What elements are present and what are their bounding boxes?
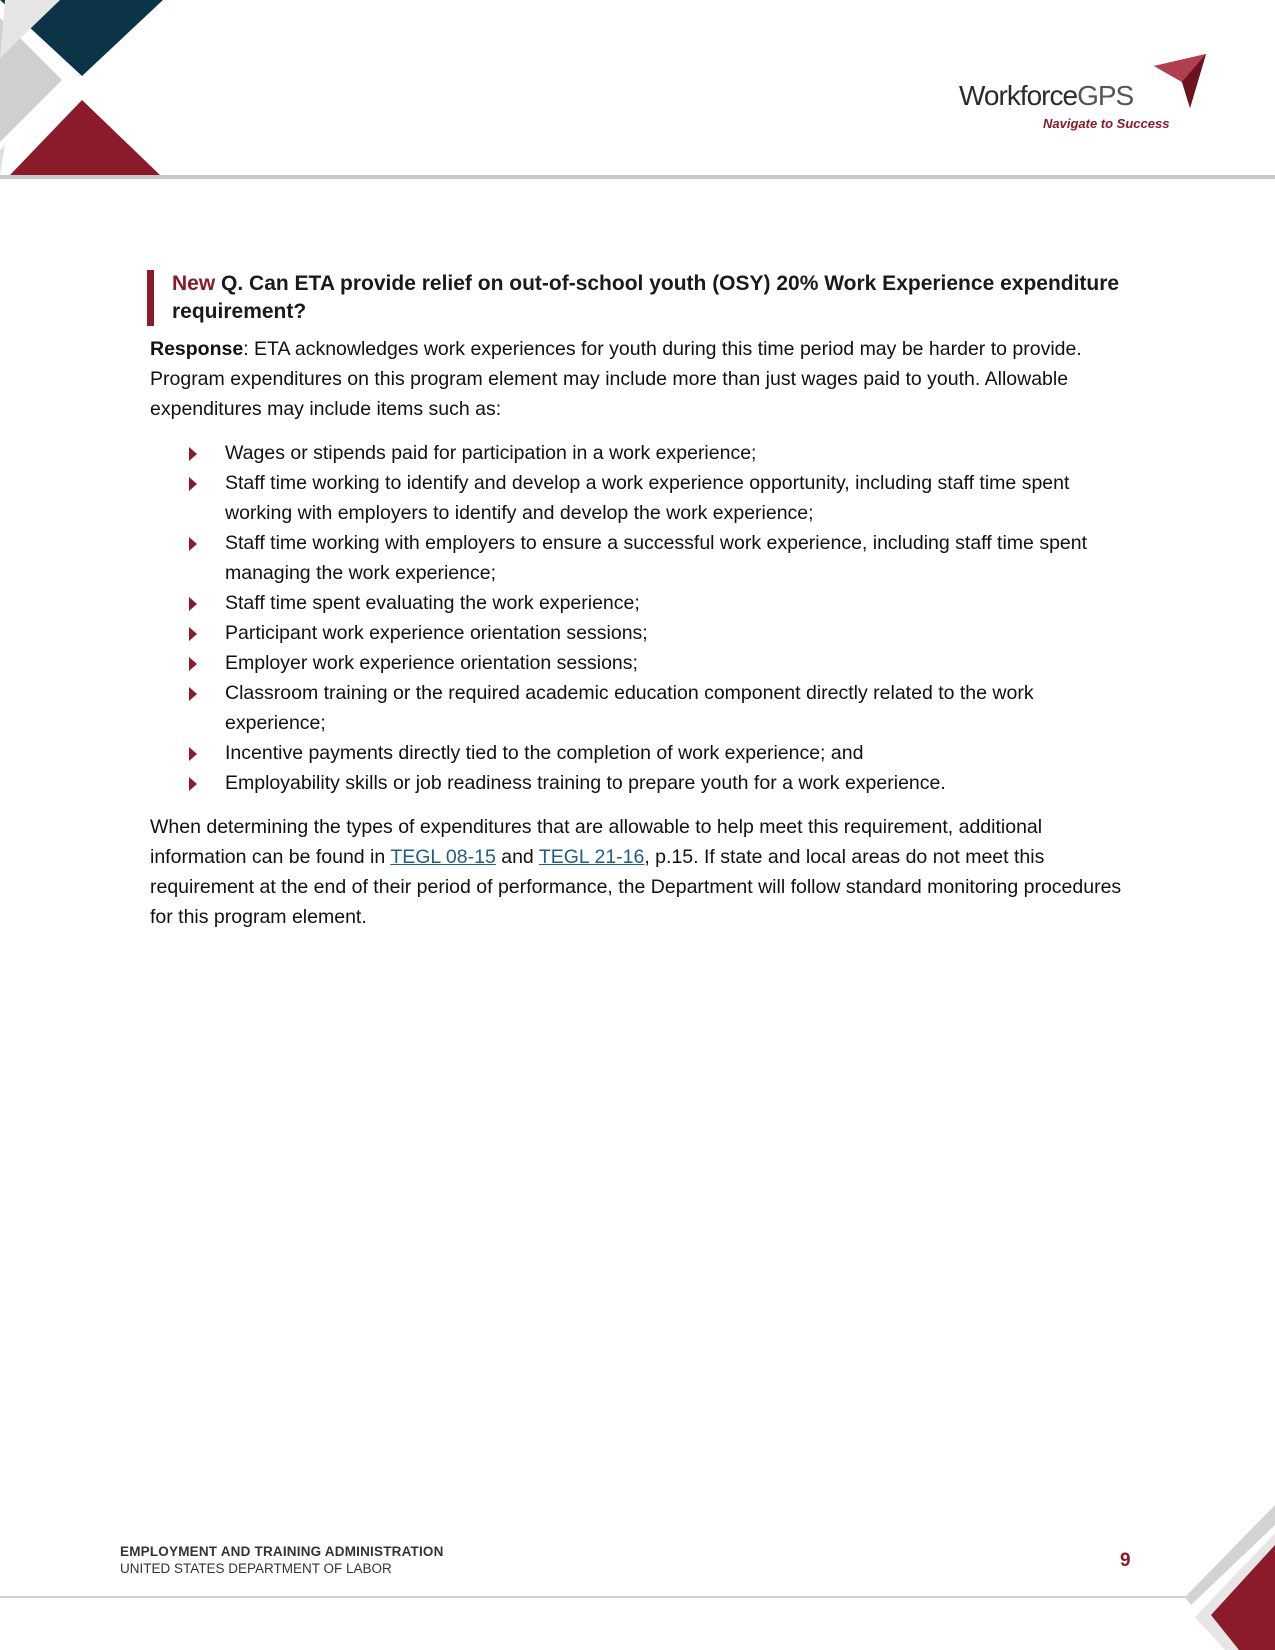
list-item: Employer work experience orientation sessions; [225, 648, 1125, 678]
new-badge: New [172, 272, 216, 295]
list-item: Staff time working to identify and develop a work experience opportunity, including staff time spent working with employers to identify and develop the work experience; [225, 468, 1125, 528]
logo-arrow-icon [1150, 52, 1210, 112]
bullet-arrow-icon [189, 687, 197, 701]
question-text: Q. Can ETA provide relief on out-of-school youth (OSY) 20% Work Experience expenditure requirement? [172, 272, 1120, 323]
question-heading [147, 270, 1125, 326]
workforcegps-logo [955, 48, 1215, 138]
bullet-arrow-icon [189, 627, 197, 641]
bullet-arrow-icon [189, 447, 197, 461]
footer-rule [0, 1596, 1190, 1598]
footer-agency-name: EMPLOYMENT AND TRAINING ADMINISTRATION [120, 1544, 444, 1559]
footer-department-name: UNITED STATES DEPARTMENT OF LABOR [120, 1561, 392, 1576]
footer-agency [120, 1544, 444, 1576]
list-item: Incentive payments directly tied to the completion of work experience; and [225, 738, 1125, 768]
bullet-arrow-icon [189, 777, 197, 791]
list-item: Classroom training or the required academic education component directly related to the work experience; [225, 678, 1125, 738]
bullet-arrow-icon [189, 477, 197, 491]
header-corner-graphic [0, 0, 170, 178]
bullet-arrow-icon [189, 537, 197, 551]
response-text: : ETA acknowledges work experiences for youth during this time period may be harder to provide. Program expenditures on this program element may include more than just wages paid to youth. Allowable expenditures may include items such as: [150, 338, 1082, 420]
footer-corner-graphic [1185, 1505, 1275, 1650]
bullet-arrow-icon [189, 747, 197, 761]
bullet-arrow-icon [189, 657, 197, 671]
list-item: Staff time working with employers to ensure a successful work experience, including staff time spent managing the work experience; [225, 528, 1125, 588]
response-label: Response [150, 338, 244, 360]
allowable-expenditures-list [150, 438, 1125, 798]
header-rule [0, 175, 1275, 179]
tegl-21-16-link[interactable]: TEGL 21-16 [538, 846, 645, 868]
logo-tagline: Navigate to Success [1043, 116, 1170, 131]
response-paragraph [150, 334, 1125, 424]
closing-paragraph: When determining the types of expenditures that are allowable to help meet this requirement, additional information can be found in TEGL 08-15 and TEGL 21-16, p.15. If state and local areas do not meet this requirement at the end of their period of performance, the Department will follow standard monitoring procedures for this program element. [150, 816, 1122, 928]
tegl-08-15-link[interactable]: TEGL 08-15 [390, 846, 496, 868]
list-item: Employability skills or job readiness training to prepare youth for a work experience. [225, 768, 1125, 798]
list-item: Participant work experience orientation sessions; [225, 618, 1125, 648]
bullet-arrow-icon [189, 597, 197, 611]
list-item: Wages or stipends paid for participation in a work experience; [225, 438, 1125, 468]
page-number: 9 [1120, 1550, 1131, 1571]
list-item: Staff time spent evaluating the work experience; [225, 588, 1125, 618]
document-body [150, 270, 1125, 946]
logo-wordmark: WorkforceGPS [959, 80, 1134, 111]
